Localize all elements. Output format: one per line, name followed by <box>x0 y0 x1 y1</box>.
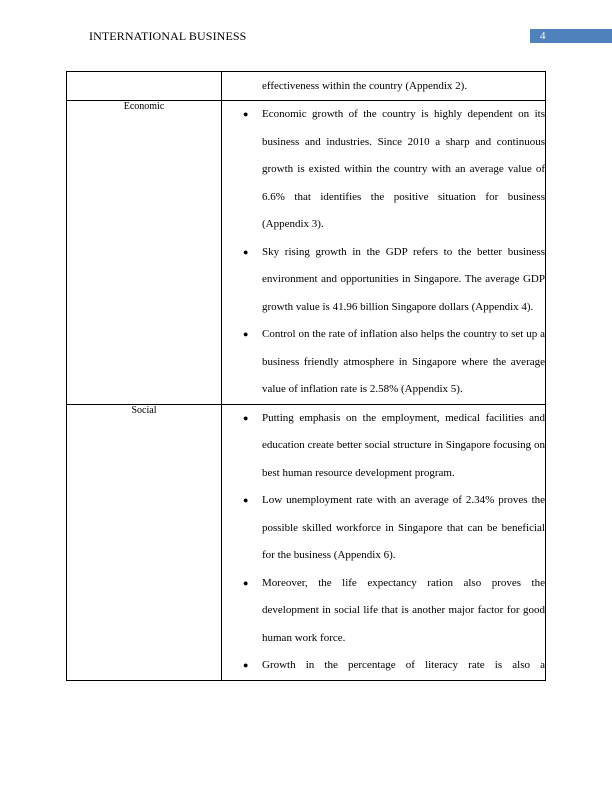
text-line: average value of 6.6% that identifies the positive <box>262 163 545 203</box>
text-line: Moreover, the life expectancy ration also proves the <box>262 576 545 589</box>
text-line: focusing on best human resource development program. <box>262 439 545 479</box>
list-item <box>222 101 545 239</box>
text-line: Low unemployment rate with an average of 2.34% <box>262 494 495 506</box>
bullet-icon: ● <box>243 660 249 670</box>
table-row-continuation <box>67 72 546 101</box>
pest-analysis-table <box>66 71 546 681</box>
text-line: its business and industries. Since 2010 a sharp and <box>262 108 546 148</box>
bullet-icon: ● <box>243 412 249 423</box>
bullet-list <box>222 101 545 404</box>
text-line: Control on the rate of inflation also helps the country to <box>262 328 509 340</box>
text-line: development in social life that is another major factor for <box>262 604 520 616</box>
text-line: set up a business friendly atmosphere in Singapore where <box>262 328 545 368</box>
table-row-economic <box>67 101 546 405</box>
text-line: GDP growth value is 41.96 billion Singapore dollars <box>262 273 545 313</box>
text-line: Sky rising growth in the GDP refers to the better business <box>262 245 545 258</box>
text-line: (Appendix 4). <box>471 300 534 313</box>
content-cell <box>222 101 546 405</box>
list-item <box>222 321 545 404</box>
text-line: continuous growth is existed within the country with an <box>262 135 545 175</box>
table-row-social <box>67 404 546 680</box>
bullet-icon: ● <box>243 246 249 257</box>
text-line: can be beneficial for the business (Appendix 6). <box>262 521 545 561</box>
text-line: and education create better social structure in Singapore <box>262 411 546 451</box>
bullet-icon: ● <box>243 495 249 505</box>
content-cell <box>222 404 546 680</box>
text-line: Growth in the percentage of literacy rate is also a <box>262 659 545 671</box>
list-item <box>222 652 545 680</box>
content-cell <box>222 72 546 101</box>
bullet-icon: ● <box>243 577 249 588</box>
bullet-list <box>222 405 545 680</box>
text-line: Economic growth of the country is highly dependent on <box>262 108 530 120</box>
text-line: Putting emphasis on the employment, medical facilities <box>262 411 524 424</box>
list-item <box>222 570 545 653</box>
page-number: 4 <box>530 29 612 43</box>
list-item <box>222 239 545 322</box>
bullet-icon: ● <box>243 329 249 339</box>
bullet-icon: ● <box>243 109 249 119</box>
factor-label: Social <box>67 404 222 680</box>
text-line: the average value of inflation rate is 2.58% (Appendix 5). <box>262 355 545 395</box>
list-item <box>222 487 545 570</box>
text-line: proves the possible skilled workforce in Singapore that <box>262 494 546 534</box>
list-item <box>222 405 545 488</box>
continuation-text: effectiveness within the country (Appendix 2). <box>262 80 468 92</box>
text-line: good human work force. <box>262 604 545 644</box>
factor-label: Economic <box>67 101 222 405</box>
running-header: INTERNATIONAL BUSINESS <box>89 29 247 43</box>
text-line: environment and opportunities in Singapore. The average <box>262 273 520 285</box>
factor-cell-empty <box>67 72 222 101</box>
text-line: situation for business (Appendix 3). <box>262 190 545 230</box>
